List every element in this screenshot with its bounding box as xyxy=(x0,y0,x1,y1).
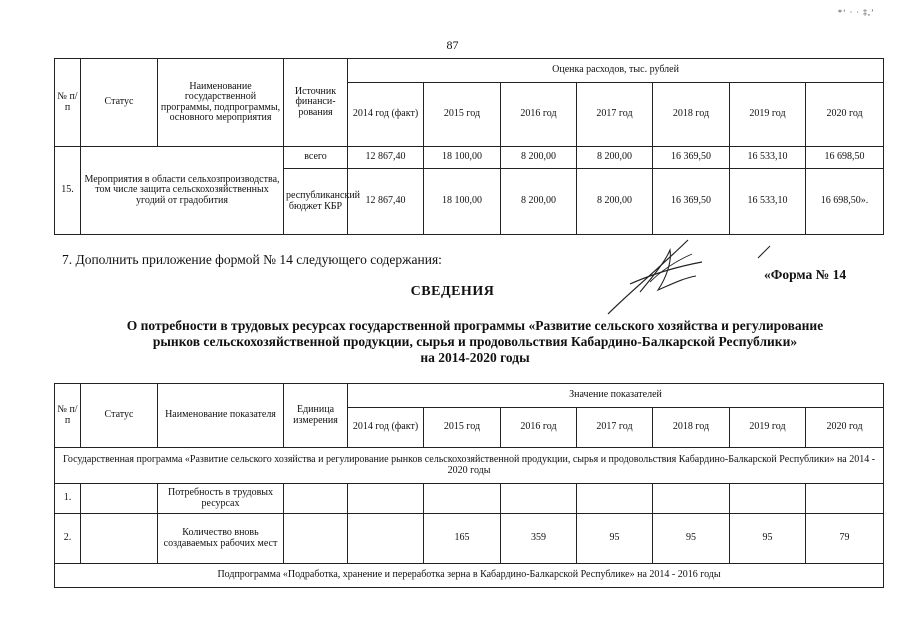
value-cell: 18 100,00 xyxy=(424,147,501,169)
value-cell: 16 698,50». xyxy=(806,169,884,235)
col-header-unit: Единица измерения xyxy=(284,384,348,448)
form-label: «Форма № 14 xyxy=(764,267,847,282)
value-cell: 16 533,10 xyxy=(730,169,806,235)
status-cell xyxy=(81,514,158,564)
year-header: 2015 год xyxy=(424,408,501,448)
row-number: 1. xyxy=(55,484,81,514)
row-number: 2. xyxy=(55,514,81,564)
value-cell: 12 867,40 xyxy=(348,147,424,169)
value-cell: 16 533,10 xyxy=(730,147,806,169)
value-cell: 16 369,50 xyxy=(653,169,730,235)
value-cell: 8 200,00 xyxy=(501,147,577,169)
subtitle-line: О потребности в трудовых ресурсах государственной программы «Развитие сельского хозяйства и регулирование xyxy=(126,318,824,333)
col-header-values: Значение показателей xyxy=(348,384,884,408)
year-header: 2014 год (факт) xyxy=(348,83,424,147)
value-cell: 8 200,00 xyxy=(577,147,653,169)
value-cell: 95 xyxy=(730,514,806,564)
value-cell xyxy=(348,484,424,514)
check-mark-icon xyxy=(756,244,772,260)
status-cell xyxy=(81,484,158,514)
indicator-name: Количество вновь создаваемых рабочих мест xyxy=(158,514,284,564)
value-cell: 8 200,00 xyxy=(501,169,577,235)
year-header: 2017 год xyxy=(577,408,653,448)
year-header: 2016 год xyxy=(501,83,577,147)
year-header: 2014 год (факт) xyxy=(348,408,424,448)
document-title: СВЕДЕНИЯ xyxy=(410,284,495,299)
labor-resources-table xyxy=(54,383,884,588)
value-cell xyxy=(730,484,806,514)
amendment-paragraph: 7. Дополнить приложение формой № 14 следующего содержания: xyxy=(62,252,442,267)
signature-mark xyxy=(600,232,710,322)
col-header-no: № п/п xyxy=(55,59,81,147)
col-header-status: Статус xyxy=(81,59,158,147)
year-header: 2018 год xyxy=(653,408,730,448)
value-cell: 16 369,50 xyxy=(653,147,730,169)
value-cell: 18 100,00 xyxy=(424,169,501,235)
col-header-name: Наименование показателя xyxy=(158,384,284,448)
subtitle-line: на 2014-2020 годы xyxy=(420,350,530,366)
page-number: 87 xyxy=(446,38,459,52)
year-header: 2019 год xyxy=(730,83,806,147)
year-header: 2020 год xyxy=(806,83,884,147)
value-cell xyxy=(424,484,501,514)
year-header: 2017 год xyxy=(577,83,653,147)
year-header: 2015 год xyxy=(424,83,501,147)
indicator-name: Потребность в трудовых ресурсах xyxy=(158,484,284,514)
source-cell: республиканский бюджет КБР xyxy=(284,169,348,235)
col-header-status: Статус xyxy=(81,384,158,448)
col-header-no: № п/п xyxy=(55,384,81,448)
year-header: 2018 год xyxy=(653,83,730,147)
year-header: 2019 год xyxy=(730,408,806,448)
value-cell: 8 200,00 xyxy=(577,169,653,235)
year-header: 2016 год xyxy=(501,408,577,448)
unit-cell xyxy=(284,514,348,564)
row-name: Мероприятия в области сельхозпроизводства, том числе защита сельскохозяйственных угодий от градобития xyxy=(81,147,284,235)
col-header-name: Наименование государственной программы, подпрограммы, основного мероприятия xyxy=(158,59,284,147)
col-header-estimate: Оценка расходов, тыс. рублей xyxy=(348,59,884,83)
value-cell xyxy=(577,484,653,514)
unit-cell xyxy=(284,484,348,514)
value-cell: 12 867,40 xyxy=(348,169,424,235)
corner-mark: *‘ · · ‡,’ xyxy=(838,8,875,17)
year-header: 2020 год xyxy=(806,408,884,448)
value-cell xyxy=(501,484,577,514)
value-cell: 359 xyxy=(501,514,577,564)
value-cell: 79 xyxy=(806,514,884,564)
col-header-source: Источник финанси-рования xyxy=(284,59,348,147)
row-number: 15. xyxy=(55,147,81,235)
value-cell xyxy=(348,514,424,564)
value-cell: 16 698,50 xyxy=(806,147,884,169)
document-subtitle xyxy=(60,318,890,367)
subtitle-line: рынков сельскохозяйственной продукции, сырья и продовольствия Кабардино-Балкарской Республики» xyxy=(152,334,798,350)
expenses-table xyxy=(54,58,884,235)
value-cell: 95 xyxy=(577,514,653,564)
value-cell xyxy=(806,484,884,514)
source-cell: всего xyxy=(284,147,348,169)
value-cell: 95 xyxy=(653,514,730,564)
value-cell: 165 xyxy=(424,514,501,564)
value-cell xyxy=(653,484,730,514)
subprogram-row: Подпрограмма «Подработка, хранение и переработка зерна в Кабардино-Балкарской Республике» на 2014 - 2016 годы xyxy=(55,564,884,588)
program-row: Государственная программа «Развитие сельского хозяйства и регулирование рынков сельскохозяйственной продукции, сырья и продовольствия Кабардино-Балкарской Республики» на 2014 - 2020 годы xyxy=(55,448,884,484)
